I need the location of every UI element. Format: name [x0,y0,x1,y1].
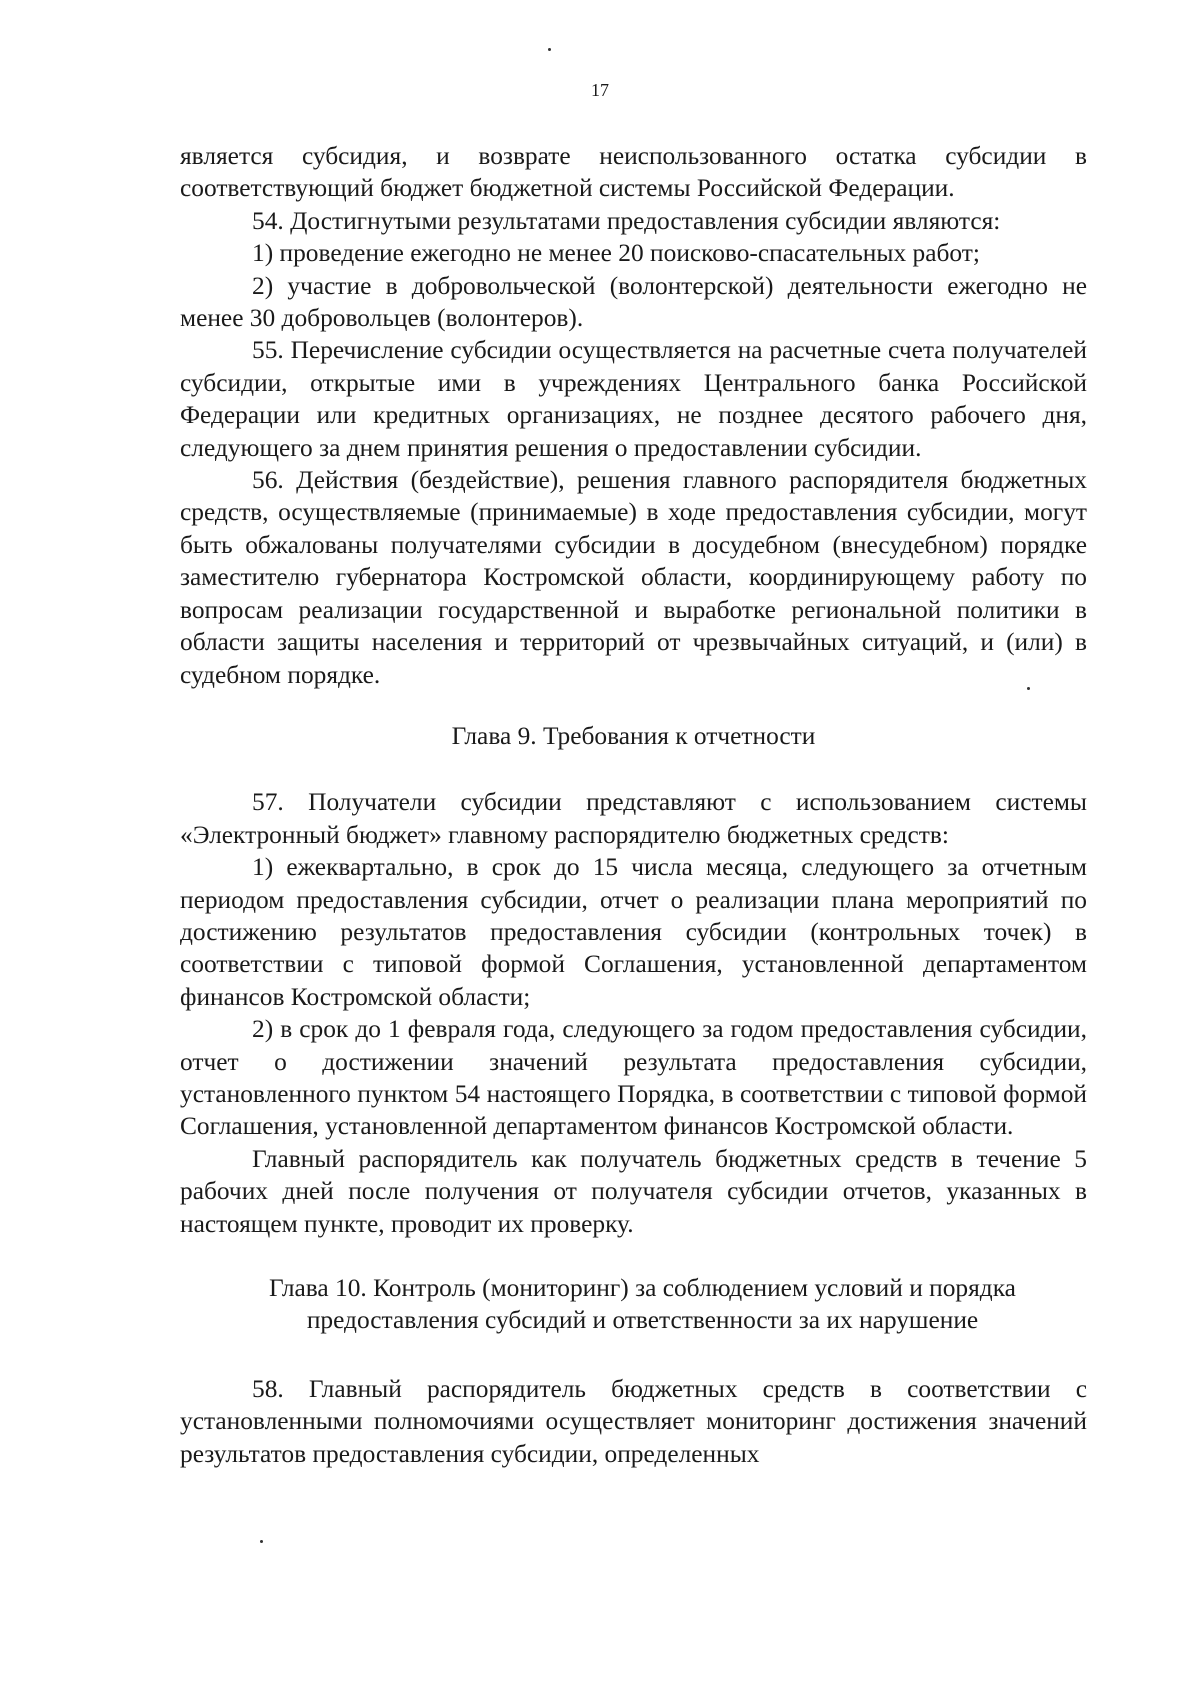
scan-speck [1027,687,1030,690]
paragraph-54-item-1: 1) проведение ежегодно не менее 20 поисково-спасательных работ; [252,239,980,268]
chapter-10-heading [180,1272,1087,1337]
paragraph-54: 54. Достигнутыми результатами предоставления субсидии являются: [252,206,1001,235]
page-number: 17 [591,80,609,100]
paragraph-57-item-2: 2) в срок до 1 февраля года, следующего за годом предоставления субсидии, отчет о достижении значений результата предоставления субсидии, установленного пунктом 54 настоящего Порядка, в соответствии с типовой формой Соглашения, установленной департаментом финансов Костромской области. [180,1015,1087,1141]
scan-speck [548,48,551,51]
paragraph-58: 58. Главный распорядитель бюджетных средств в соответствии с установленными полномочиями осуществляет мониторинг достижения значений результатов предоставления субсидии, определенных [180,1374,1087,1468]
paragraph-57: 57. Получатели субсидии представляют с использованием системы «Электронный бюджет» главному распорядителю бюджетных средств: [180,788,1087,849]
chapter-10-heading-line-1: Глава 10. Контроль (мониторинг) за соблюдением условий и порядка [269,1274,1016,1302]
paragraph-56: 56. Действия (бездействие), решения главного распорядителя бюджетных средств, осуществляемые (принимаемые) в ходе предоставления субсидии, могут быть обжалованы получателями субсидии в досудебном (внесудебном) порядке заместителю губернатора Костромской области, координирующему работу по вопросам реализации государственной и выработке региональной политики в области защиты населения и территорий от чрезвычайных ситуаций, и (или) в судебном порядке. [180,466,1087,689]
document-body [180,140,1087,1470]
chapter-10-heading-line-2: предоставления субсидий и ответственности за их нарушение [306,1306,979,1335]
scan-speck [260,1540,263,1543]
chapter-9-heading: Глава 9. Требования к отчетности [451,721,816,750]
paragraph-55: 55. Перечисление субсидии осуществляется на расчетные счета получателей субсидии, открытые ими в учреждениях Центрального банка Российской Федерации или кредитных организациях, не позднее десятого рабочего дня, следующего за днем принятия решения о предоставлении субсидии. [180,336,1087,462]
paragraph-54-item-2: 2) участие в добровольческой (волонтерской) деятельности ежегодно не менее 30 добровольцев (волонтеров). [180,271,1087,333]
paragraph-57-item-1: 1) ежеквартально, в срок до 15 числа месяца, следующего за отчетным периодом предоставления субсидии, отчет о реализации плана мероприятий по достижению результатов предоставления субсидии (контрольных точек) в соответствии с типовой формой Соглашения, установленной департаментом финансов Костромской области; [180,853,1087,1011]
paragraph-continuation: является субсидия, и возврате неиспользованного остатка субсидии в соответствующий бюджет бюджетной системы Российской Федерации. [180,142,1087,203]
paragraph-57-closing: Главный распорядитель как получатель бюджетных средств в течение 5 рабочих дней после получения от получателя субсидии отчетов, указанных в настоящем пункте, проводит их проверку. [180,1144,1087,1238]
